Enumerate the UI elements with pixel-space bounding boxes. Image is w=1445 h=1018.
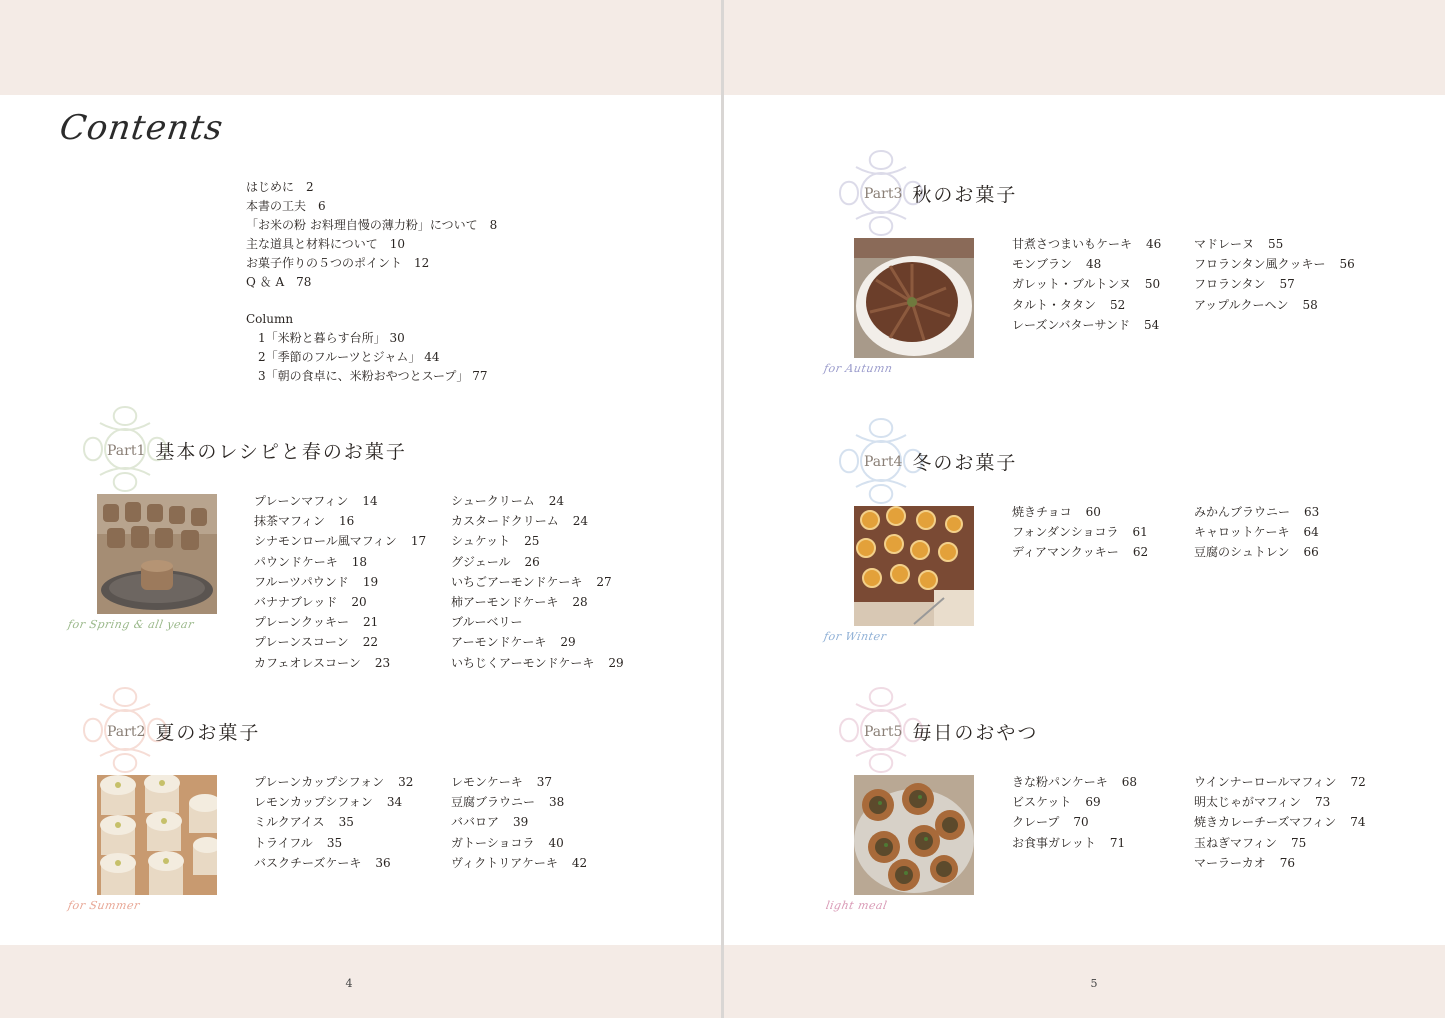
recipe-name: タルト・タタン [1012, 297, 1097, 312]
summer-chiffon-photo [97, 775, 217, 895]
part-title: 夏のお菓子 [155, 722, 261, 744]
recipe-name: 甘煮さつまいもケーキ [1012, 237, 1133, 251]
recipe-entry[interactable] [254, 653, 426, 673]
recipe-name: グジェール [451, 554, 511, 569]
recipe-page: 29 [608, 655, 624, 670]
recipe-entry[interactable] [451, 812, 587, 832]
part2-list-col2 [451, 772, 587, 873]
recipe-name: いちごアーモンドケーキ [451, 574, 583, 589]
part4-heading [864, 448, 1017, 475]
recipe-page: 22 [362, 635, 378, 650]
recipe-name: クレープ [1012, 815, 1060, 830]
recipe-page: 55 [1268, 237, 1284, 251]
recipe-entry[interactable] [451, 572, 624, 592]
recipe-name: バスクチーズケーキ [254, 855, 362, 870]
recipe-name: ヴィクトリアケーキ [451, 855, 558, 870]
intro-item[interactable]: 「お米の粉 お料理自慢の薄力粉」について 8 [246, 217, 498, 232]
recipe-page: 32 [398, 775, 414, 789]
recipe-entry[interactable] [1012, 542, 1148, 562]
recipe-entry[interactable] [451, 833, 587, 853]
recipe-page: 39 [513, 815, 529, 830]
recipe-name: 柿アーモンドケーキ [451, 595, 559, 610]
part-label: Part1 [107, 442, 146, 459]
part2-list-col1 [254, 772, 413, 873]
recipe-page: 27 [596, 574, 612, 589]
recipe-entry[interactable] [451, 511, 624, 531]
recipe-entry[interactable] [254, 853, 413, 873]
recipe-name: 玉ねぎマフィン [1194, 835, 1278, 850]
recipe-name: シュケット [451, 534, 511, 549]
recipe-name: フロランタン [1194, 277, 1266, 292]
part-title: 冬のお菓子 [912, 452, 1018, 474]
part5-list-col1 [1012, 772, 1137, 853]
recipe-name: ビスケット [1012, 795, 1072, 810]
part-label: Part2 [107, 723, 146, 740]
for-label: for Summer [66, 899, 141, 912]
intro-item[interactable]: お菓子作りの５つのポイント 12 [246, 255, 430, 270]
recipe-page: 54 [1143, 317, 1160, 332]
recipe-entry[interactable] [254, 632, 426, 652]
recipe-page: 64 [1303, 525, 1319, 540]
intro-item[interactable]: 本書の工夫 6 [246, 198, 326, 213]
recipe-name: マーラーカオ [1194, 855, 1266, 870]
part1-heading [107, 437, 407, 464]
recipe-name: フロランタン風クッキー [1194, 257, 1326, 272]
for-label: for Winter [822, 630, 888, 643]
recipe-name: 抹茶マフィン [254, 514, 326, 529]
recipe-entry[interactable] [1194, 295, 1355, 315]
recipe-entry[interactable] [254, 792, 413, 812]
recipe-entry[interactable] [1012, 833, 1137, 853]
column-item[interactable]: 1「米粉と暮らす台所」 30 [258, 331, 405, 346]
recipe-name: いちじくアーモンドケーキ [451, 655, 595, 670]
recipe-page: 29 [560, 635, 576, 650]
recipe-entry[interactable] [254, 833, 413, 853]
recipe-name: プレーンスコーン [254, 635, 349, 650]
recipe-page: 73 [1315, 795, 1331, 810]
recipe-name: キャロットケーキ [1194, 525, 1290, 540]
spring-muffin-photo [97, 494, 217, 614]
recipe-name: アーモンドケーキ [451, 635, 547, 650]
recipe-page: 50 [1144, 277, 1161, 292]
bottom-band [724, 945, 1445, 1018]
recipe-name: プレーンマフィン [254, 494, 349, 508]
recipe-page: 70 [1073, 815, 1089, 830]
recipe-name: 豆腐ブラウニー [451, 795, 536, 810]
page-number: 5 [1090, 977, 1098, 990]
recipe-name: アップルクーヘン [1194, 297, 1289, 312]
recipe-name: ディアマンクッキー [1012, 545, 1119, 560]
part-label: Part5 [864, 723, 903, 740]
part5-list-col2 [1194, 772, 1366, 873]
part1-list-col2 [451, 491, 624, 673]
recipe-entry[interactable] [451, 552, 624, 572]
recipe-page: 23 [374, 655, 391, 670]
recipe-page: 21 [363, 615, 379, 630]
recipe-entry[interactable] [451, 853, 587, 873]
recipe-page: 60 [1085, 505, 1101, 519]
recipe-entry[interactable] [1012, 502, 1148, 522]
recipe-entry[interactable] [451, 653, 624, 673]
intro-list [246, 178, 497, 386]
recipe-entry[interactable] [451, 792, 587, 812]
part3-heading [864, 180, 1017, 207]
recipe-page: 16 [339, 514, 355, 529]
recipe-name: トライフル [254, 835, 313, 850]
recipe-entry[interactable] [451, 592, 624, 612]
recipe-entry[interactable] [451, 632, 624, 652]
part2-heading [107, 718, 260, 745]
recipe-entry[interactable] [254, 511, 426, 531]
recipe-page: 66 [1303, 545, 1319, 560]
intro-item[interactable]: 主な道具と材料について 10 [246, 236, 406, 251]
recipe-page: 24 [548, 494, 565, 508]
left-page [0, 0, 721, 1018]
recipe-page: 25 [524, 534, 540, 549]
recipe-entry[interactable] [254, 572, 426, 592]
recipe-entry[interactable] [1012, 274, 1161, 294]
recipe-name: カフェオレスコーン [254, 655, 361, 670]
part-title: 基本のレシピと春のお菓子 [155, 441, 407, 463]
winter-brownie-photo [854, 506, 974, 626]
column-item[interactable]: 3「朝の食卓に、米粉おやつとスープ」 77 [258, 369, 488, 384]
right-page [724, 0, 1445, 1018]
recipe-entry[interactable] [254, 812, 413, 832]
recipe-page: 52 [1110, 297, 1126, 312]
recipe-name: 焼きチョコ [1012, 505, 1072, 519]
recipe-entry[interactable] [1194, 274, 1355, 294]
part4-list-col2 [1194, 502, 1319, 563]
recipe-page: 56 [1339, 257, 1355, 272]
recipe-name: バナナブレッド [254, 595, 338, 610]
recipe-name: ババロア [451, 815, 500, 830]
recipe-page: 20 [351, 595, 367, 610]
recipe-entry[interactable] [1194, 792, 1366, 812]
recipe-entry[interactable] [451, 531, 624, 551]
recipe-name: プレーンカップシフォン [254, 775, 385, 789]
recipe-entry[interactable] [451, 491, 624, 511]
recipe-name: レモンカップシフォン [254, 795, 373, 810]
recipe-name: シュークリーム [451, 494, 535, 508]
recipe-page: 35 [338, 815, 354, 830]
recipe-page: 38 [549, 795, 565, 810]
recipe-name: 明太じゃがマフィン [1194, 795, 1302, 810]
recipe-entry[interactable] [1194, 812, 1366, 832]
recipe-name: パウンドケーキ [254, 554, 338, 569]
recipe-name: レーズンバターサンド [1012, 317, 1130, 332]
recipe-entry[interactable] [1194, 254, 1355, 274]
recipe-entry[interactable] [1012, 254, 1161, 274]
recipe-entry[interactable] [254, 491, 426, 511]
recipe-page: 40 [548, 835, 564, 850]
recipe-entry[interactable] [1194, 542, 1319, 562]
recipe-entry[interactable] [451, 772, 587, 792]
recipe-page: 36 [375, 855, 391, 870]
recipe-page: 24 [572, 514, 589, 529]
recipe-entry[interactable] [1194, 853, 1366, 873]
recipe-name: 豆腐のシュトレン [1194, 545, 1290, 560]
recipe-page: 35 [326, 835, 343, 850]
recipe-page: 74 [1350, 815, 1366, 830]
part-label: Part4 [864, 453, 903, 470]
recipe-entry[interactable] [1194, 234, 1355, 254]
recipe-entry[interactable] [254, 612, 426, 632]
recipe-page: 26 [524, 554, 540, 569]
recipe-name: フルーツパウンド [254, 574, 349, 589]
recipe-entry[interactable] [1012, 522, 1148, 542]
part3-list-col1 [1012, 234, 1161, 335]
recipe-entry[interactable] [1012, 772, 1137, 792]
recipe-name: ブルーベリー [451, 615, 523, 630]
part-title: 秋のお菓子 [912, 184, 1018, 206]
recipe-page: 75 [1291, 835, 1307, 850]
recipe-page: 63 [1304, 505, 1320, 519]
recipe-name: マドレーヌ [1194, 237, 1255, 251]
recipe-page: 62 [1132, 545, 1149, 560]
recipe-name: お食事ガレット [1012, 835, 1096, 850]
recipe-page: 17 [410, 534, 427, 549]
recipe-page: 68 [1121, 775, 1138, 789]
recipe-name: モンブラン [1012, 257, 1073, 272]
for-label: light meal [824, 899, 889, 912]
recipe-entry[interactable] [254, 531, 426, 551]
recipe-page: 61 [1132, 525, 1148, 540]
recipe-name: シナモンロール風マフィン [254, 534, 397, 549]
recipe-name: きな粉パンケーキ [1012, 775, 1108, 789]
page-number: 4 [345, 977, 353, 990]
bottom-band [0, 945, 721, 1018]
recipe-name: カスタードクリーム [451, 514, 559, 529]
recipe-entry[interactable] [1012, 792, 1137, 812]
for-label: for Spring & all year [66, 618, 196, 631]
recipe-page: 28 [572, 595, 588, 610]
recipe-entry[interactable] [1194, 502, 1319, 522]
for-label: for Autumn [822, 362, 894, 375]
part4-list-col1 [1012, 502, 1148, 563]
recipe-entry[interactable] [254, 592, 426, 612]
autumn-cake-photo [854, 238, 974, 358]
recipe-name: 焼きカレーチーズマフィン [1194, 815, 1337, 830]
contents-title: Contents [57, 108, 226, 148]
part-label: Part3 [864, 185, 903, 202]
recipe-page: 48 [1086, 257, 1102, 272]
recipe-page: 18 [351, 554, 368, 569]
part5-heading [864, 718, 1038, 745]
recipe-name: みかんブラウニー [1194, 505, 1291, 519]
recipe-entry[interactable] [1012, 295, 1161, 315]
recipe-entry[interactable] [451, 612, 624, 632]
recipe-entry[interactable] [1194, 522, 1319, 542]
recipe-page: 37 [536, 775, 553, 789]
part-title: 毎日のおやつ [912, 722, 1039, 744]
recipe-name: ガレット・ブルトンヌ [1012, 277, 1131, 292]
recipe-name: レモンケーキ [451, 775, 523, 789]
everyday-muffin-photo [854, 775, 974, 895]
recipe-page: 34 [386, 795, 403, 810]
recipe-page: 69 [1085, 795, 1101, 810]
intro-item[interactable]: Q ＆ A 78 [246, 274, 312, 289]
recipe-name: フォンダンショコラ [1012, 525, 1119, 540]
part1-list-col1 [254, 491, 426, 673]
recipe-page: 71 [1109, 835, 1126, 850]
recipe-name: ミルクアイス [254, 815, 325, 830]
recipe-entry[interactable] [1194, 772, 1366, 792]
recipe-page: 72 [1350, 775, 1366, 789]
recipe-page: 14 [362, 494, 378, 508]
column-item[interactable]: 2「季節のフルーツとジャム」 44 [258, 350, 440, 365]
recipe-entry[interactable] [254, 772, 413, 792]
intro-item[interactable]: はじめに 2 [246, 180, 314, 194]
recipe-page: 46 [1146, 237, 1162, 251]
recipe-page: 19 [362, 574, 379, 589]
column-label: Column [246, 312, 294, 327]
recipe-name: プレーンクッキー [254, 615, 350, 630]
recipe-name: ウインナーロールマフィン [1194, 775, 1337, 789]
part3-list-col2 [1194, 234, 1355, 315]
recipe-page: 57 [1279, 277, 1295, 292]
recipe-entry[interactable] [1194, 833, 1366, 853]
recipe-entry[interactable] [1012, 234, 1161, 254]
recipe-page: 58 [1302, 297, 1318, 312]
recipe-page: 76 [1279, 855, 1296, 870]
recipe-entry[interactable] [1012, 315, 1161, 335]
recipe-entry[interactable] [1012, 812, 1137, 832]
recipe-page: 42 [571, 855, 588, 870]
top-band [0, 0, 721, 95]
recipe-entry[interactable] [254, 552, 426, 572]
recipe-name: ガトーショコラ [451, 835, 535, 850]
top-band [724, 0, 1445, 95]
